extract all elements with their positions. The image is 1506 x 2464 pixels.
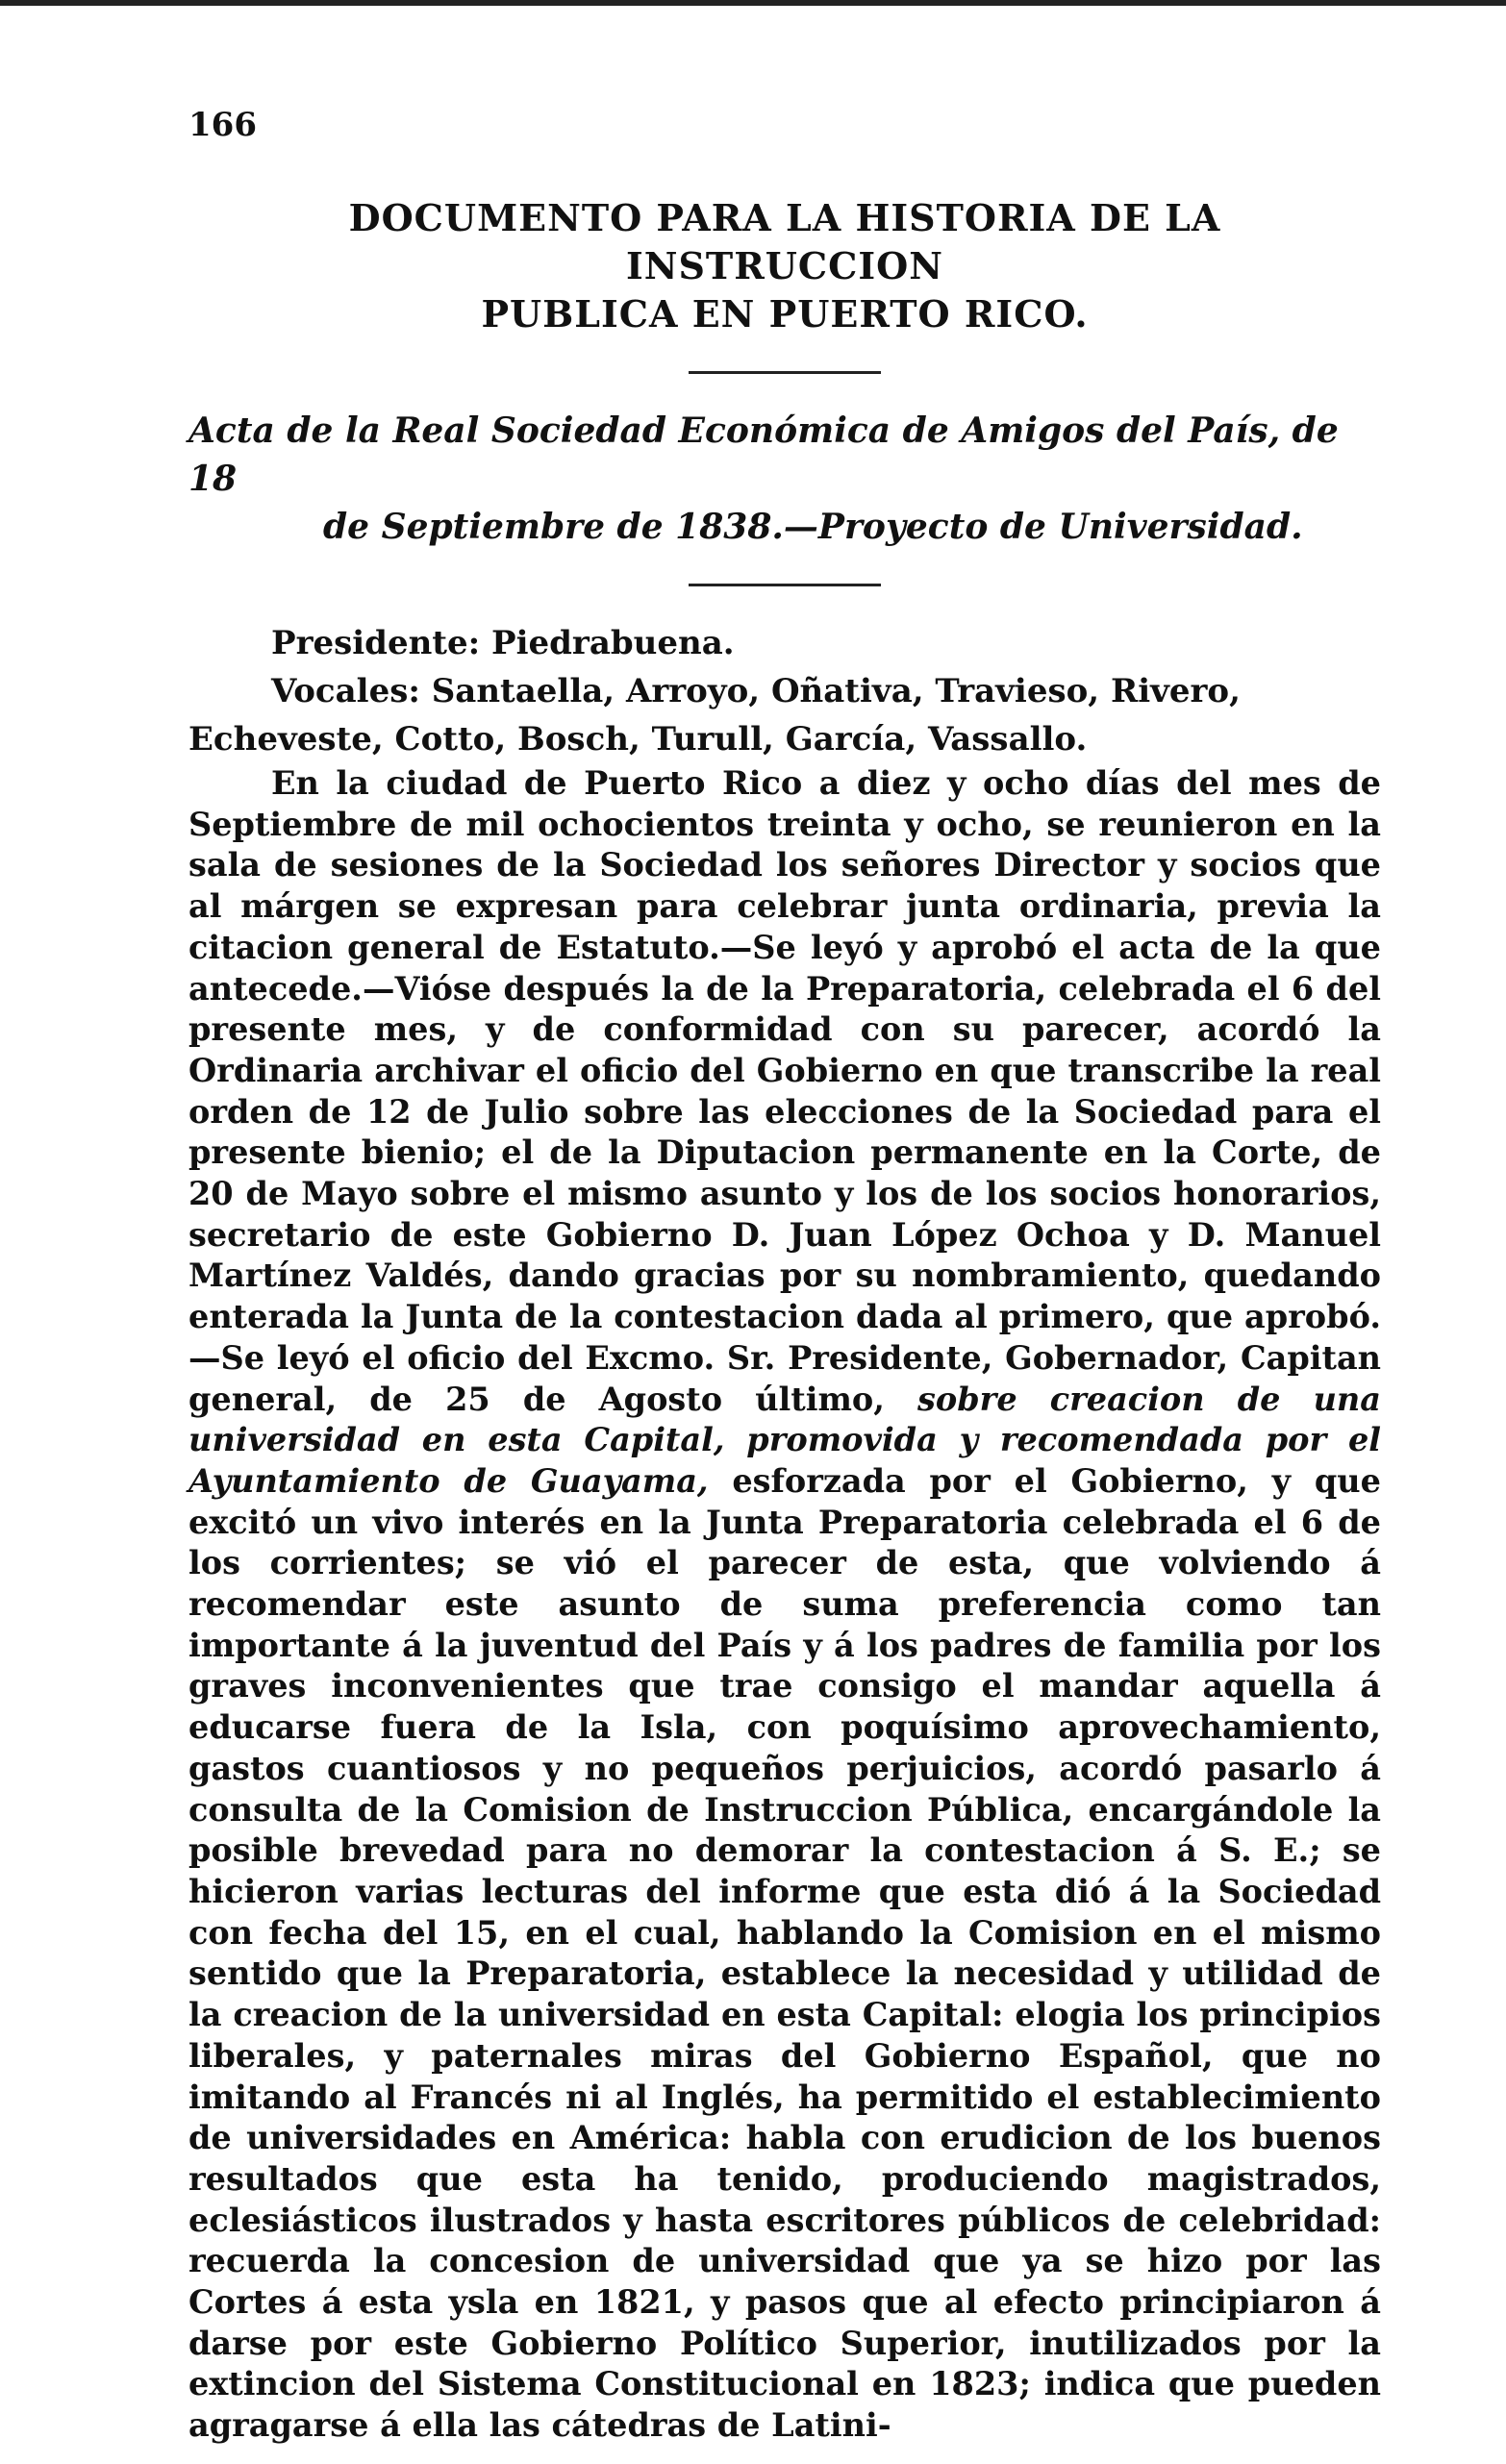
- subtitle-line-1: Acta de la Real Sociedad Económica de Amigos del País, de 18: [188, 411, 1339, 499]
- document-page: [188, 106, 1381, 2447]
- document-title: [188, 194, 1381, 338]
- title-line-2: PUBLICA EN PUERTO RICO.: [481, 292, 1089, 336]
- page-number: 166: [188, 106, 257, 144]
- body-text-italic: sobre creacion de una universidad en esta Capital, promovida y recomendada por el Ayuntamiento de Guayama,: [188, 1380, 1381, 1500]
- attendee-roster: [188, 619, 1381, 763]
- body-text-part-2: esforzada por el Gobierno, y que excitó un vivo interés en la Junta Preparatoria celebrada el 6 de los corrientes; se vió el parecer de esta, que volviendo á recomendar este asunto de suma preferencia como tan importante á la juventud del País y á los padres de familia por los graves inconvenientes que trae consigo el mandar aquella á educarse fuera de la Isla, con poquísimo aprovechamiento, gastos cuantiosos y no pequeños perjuicios, acordó pasarlo á consulta de la Comision de Instruccion Pública, encargándole la posible brevedad para no demorar la contestacion á S. E.; se hicieron varias lecturas del informe que esta dió á la Sociedad con fecha del 15, en el cual, hablando la Comision en el mismo sentido que la Preparatoria, establece la necesidad y utilidad de la creacion de la universidad en esta Capital: elogia los principios liberales, y paternales miras del Gobierno Español, que no imitando al Francés ni al Inglés, ha permitido el establecimiento de universidades en América: habla con erudicion de los buenos resultados que esta ha tenido, produciendo magistrados, eclesiásticos ilustrados y hasta escritores públicos de celebridad: recuerda la concesion de universidad que ya se hizo por las Cortes á esta ysla en 1821, y pasos que al efecto principiaron á darse por este Gobierno Político Superior, inutilizados por la extincion del Sistema Constitucional en 1823; indica que pueden agragarse á ella las cátedras de Latini-: [188, 1461, 1381, 2445]
- vocales-line-1: Vocales: Santaella, Arroyo, Oñativa, Travieso, Rivero,: [271, 672, 1241, 710]
- subtitle-line-2: de Septiembre de 1838.—Proyecto de Universidad.: [323, 507, 1303, 547]
- vocales-line-2: Echeveste, Cotto, Bosch, Turull, García, Vassallo.: [188, 720, 1088, 759]
- document-subtitle: [188, 407, 1381, 551]
- subtitle-divider: [689, 584, 881, 586]
- top-border-rule: [0, 0, 1506, 6]
- president-line: Presidente: Piedrabuena.: [271, 624, 735, 662]
- title-line-1: DOCUMENTO PARA LA HISTORIA DE LA INSTRUCCION: [348, 196, 1221, 287]
- body-text-part-1: En la ciudad de Puerto Rico a diez y ocho días del mes de Septiembre de mil ochocientos treinta y ocho, se reunieron en la sala de sesiones de la Sociedad los señores Director y socios que al márgen se expresan para celebrar junta ordinaria, previa la citacion general de Estatuto.—Se leyó y aprobó el acta de la que antecede.—Vióse después la de la Preparatoria, celebrada el 6 del presente mes, y de conformidad con su parecer, acordó la Ordinaria archivar el oficio del Gobierno en que transcribe la real orden de 12 de Julio sobre las elecciones de la Sociedad para el presente bienio; el de la Diputacion permanente en la Corte, de 20 de Mayo sobre el mismo asunto y los de los socios honorarios, secretario de este Gobierno D. Juan López Ochoa y D. Manuel Martínez Valdés, dando gracias por su nombramiento, quedando enterada la Junta de la contestacion dada al primero, que aprobó.—Se leyó el oficio del Excmo. Sr. Presidente, Gobernador, Capitan general, de 25 de Agosto último,: [188, 764, 1381, 1418]
- title-divider: [689, 371, 881, 374]
- body-paragraph: [188, 763, 1381, 2447]
